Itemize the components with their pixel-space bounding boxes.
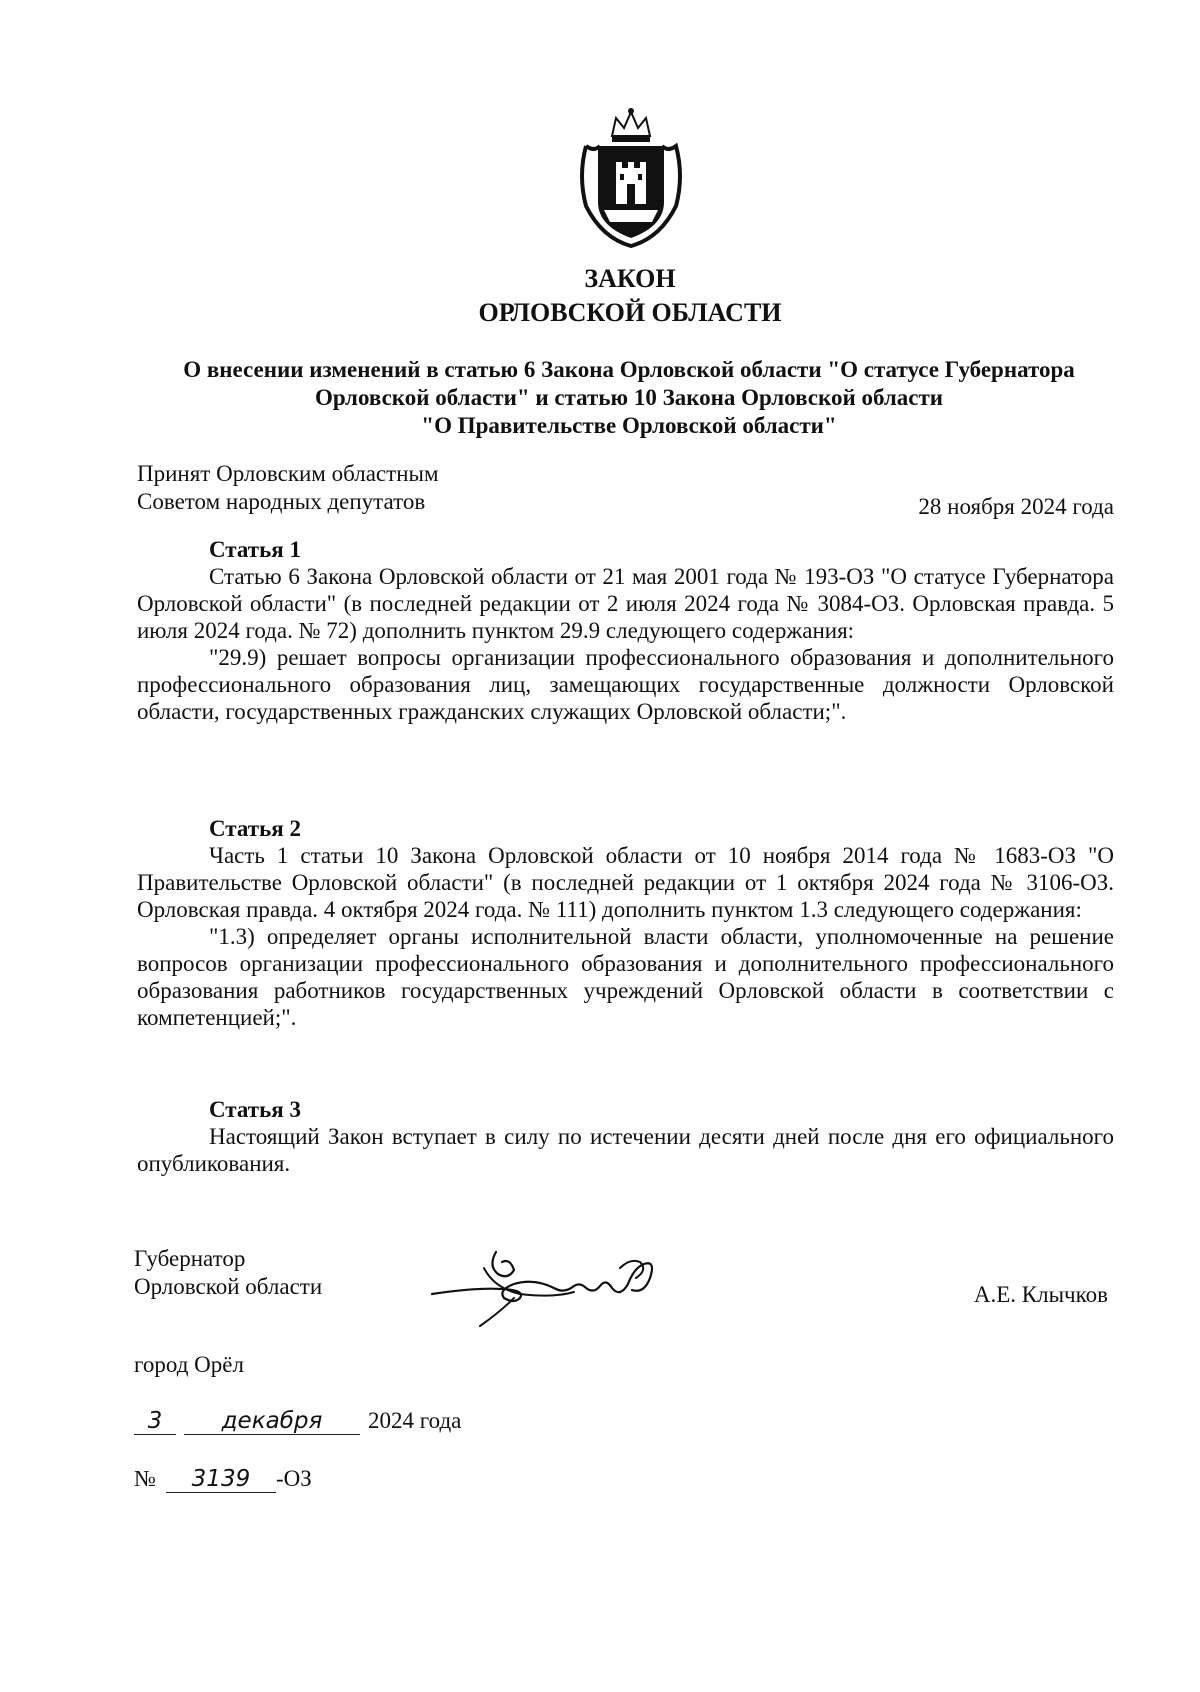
law-number-suffix: -ОЗ [275,1466,312,1491]
signing-month: декабря [184,1408,360,1435]
article-paragraph: "29.9) решает вопросы организации профессионального образования и дополнительного профессионального образования лиц, замещающих государственные должности Орловской области, государственных гражданских служащих Орловской области;". [137,645,1114,724]
article-heading: Статья 1 [209,537,301,562]
article-paragraph: Настоящий Закон вступает в силу по истечении десяти дней после дня его официального опубликования. [137,1124,1114,1176]
article-1 [137,536,1114,725]
law-title-line-2: ОРЛОВСКОЙ ОБЛАСТИ [478,298,782,327]
article-heading: Статья 2 [209,816,301,841]
signing-day: 3 [134,1408,176,1435]
law-subtitle [140,356,1118,440]
subtitle-line-2: Орловской области" и статью 10 Закона Орловской области [314,385,944,410]
article-3 [137,1096,1114,1177]
article-heading: Статья 3 [209,1097,301,1122]
adoption-date: 28 ноября 2024 года [918,494,1114,519]
law-number-value: 3139 [166,1466,276,1493]
adoption-statement [137,460,439,516]
signatory-title [134,1245,322,1301]
signatory-title-line-1: Губернатор [134,1246,246,1271]
handwritten-signature-icon [424,1228,674,1338]
law-title [0,262,1200,330]
orel-oblast-coat-of-arms-icon [572,106,690,248]
law-title-line-1: ЗАКОН [584,264,676,293]
article-paragraph: Статью 6 Закона Орловской области от 21 мая 2001 года № 193-ОЗ "О статусе Губернатора Орловской области" (в последней редакции от 2 июля 2024 года № 3084-ОЗ. Орловская правда. 5 июля 2024 года. № 72) дополнить пунктом 29.9 следующего содержания: [137,564,1114,643]
subtitle-line-1: О внесении изменений в статью 6 Закона Орловской области "О статусе Губернатора [183,357,1075,382]
number-sign: № [134,1466,156,1491]
signatory-title-line-2: Орловской области [134,1274,323,1299]
city-of-signing: город Орёл [134,1352,244,1377]
signatory-name: А.Е. Клычков [973,1282,1108,1307]
article-2 [137,815,1114,1031]
article-paragraph: "1.3) определяет органы исполнительной власти области, уполномоченные на решение вопросов организации профессионального образования и дополнительного профессионального образования работников государственных учреждений Орловской области в соответствии с компетенцией;". [137,924,1114,1030]
article-paragraph: Часть 1 статьи 10 Закона Орловской области от 10 ноября 2014 года № 1683-ОЗ "О Правительстве Орловской области" (в последней редакции от 1 октября 2024 года № 3106-ОЗ. Орловская правда. 4 октября 2024 года. № 111) дополнить пунктом 1.3 следующего содержания: [137,843,1114,922]
subtitle-line-3: "О Правительстве Орловской области" [421,413,837,438]
adoption-line-1: Принят Орловским областным [137,461,439,486]
adoption-line-2: Советом народных депутатов [137,489,426,514]
law-number [134,1466,312,1493]
signing-year: 2024 года [368,1408,462,1433]
signing-date [134,1408,461,1442]
